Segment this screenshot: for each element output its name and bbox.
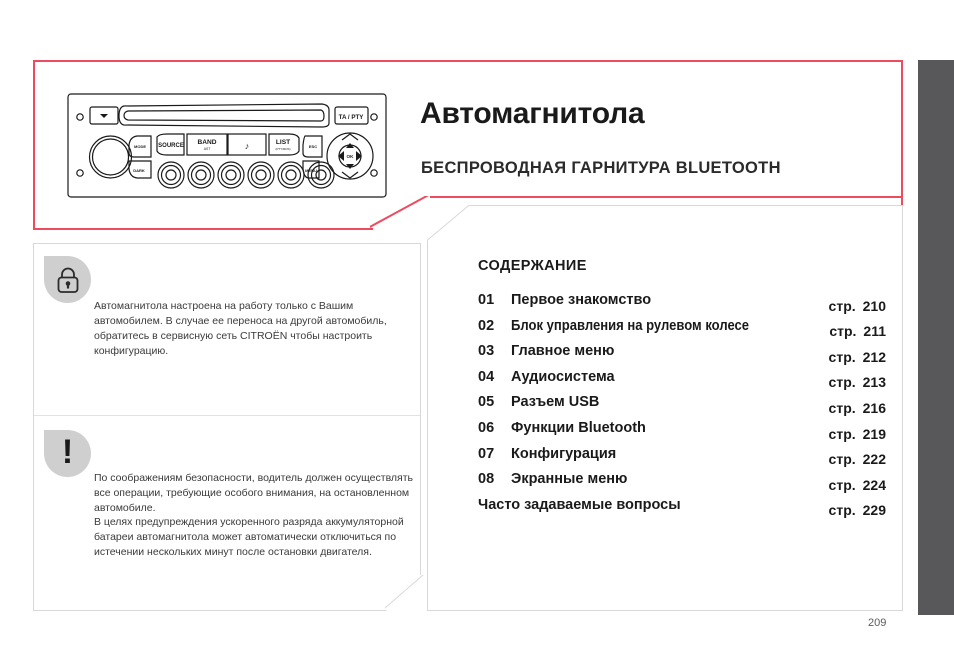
notes-divider (34, 415, 420, 416)
contents-item-label: Часто задаваемые вопросы (478, 496, 681, 513)
contents-page-number: 219 (862, 425, 886, 442)
contents-page-word: стр. (828, 348, 856, 365)
contents-item-page (829, 298, 886, 314)
svg-text:1: 1 (170, 174, 172, 178)
exclamation-icon (44, 430, 91, 477)
contents-item-number: 08 (478, 471, 495, 488)
contents-page-number: 224 (862, 476, 886, 493)
svg-text:DARK: DARK (133, 168, 145, 173)
svg-text:3: 3 (230, 174, 232, 178)
contents-item-label: Конфигурация (511, 445, 617, 462)
contents-page-word: стр. (828, 451, 856, 468)
contents-item[interactable] (478, 343, 888, 369)
contents-item[interactable] (478, 446, 888, 472)
contents-item-number: 05 (478, 394, 495, 411)
contents-page-word: стр. (828, 502, 856, 519)
svg-text:TA / PTY: TA / PTY (338, 114, 364, 121)
warning-note-text-1 (94, 471, 416, 516)
contents-item-page (829, 426, 886, 442)
contents-page-word: стр. (829, 323, 857, 340)
svg-text:OK: OK (346, 154, 354, 159)
svg-text:SOURCE: SOURCE (158, 143, 184, 149)
svg-text:BAND: BAND (197, 139, 217, 146)
contents-item-page (829, 477, 886, 493)
svg-text:ESC: ESC (308, 144, 318, 149)
car-radio-illustration (67, 93, 387, 198)
svg-text:MENU: MENU (305, 168, 317, 173)
contents-item-label: Блок управления на рулевом колесе (511, 317, 750, 334)
contents-item-label: Функции Bluetooth (511, 419, 646, 436)
svg-text:5: 5 (290, 174, 292, 178)
contents-item-page (829, 374, 886, 390)
padlock-icon (44, 256, 91, 303)
contents-page-word: стр. (828, 297, 856, 314)
contents-list (478, 292, 888, 522)
contents-page-word: стр. (828, 425, 856, 442)
contents-page-number: 213 (862, 374, 886, 391)
contents-page-word: стр. (828, 476, 856, 493)
contents-page-number: 222 (862, 451, 886, 468)
contents-page-number: 212 (862, 348, 886, 365)
contents-item-label: Аудиосистема (511, 368, 615, 385)
contents-item[interactable] (478, 292, 888, 318)
contents-heading: СОДЕРЖАНИЕ (478, 258, 587, 274)
warning-note-paragraph-2: В целях предупреждения ускоренного разряда аккумуляторной батареи автомагнитола может автоматически отключиться по истечении нескольких минут после остановки двигателя. (94, 516, 404, 558)
contents-page-number: 229 (862, 502, 886, 519)
svg-text:(PTY/RDS): (PTY/RDS) (275, 147, 291, 151)
svg-text:LIST: LIST (275, 139, 291, 146)
notes-panel-corner (385, 575, 427, 617)
header-border-diagonal (370, 196, 432, 230)
contents-item-page (829, 502, 886, 518)
contents-page-number: 210 (862, 297, 886, 314)
contents-item[interactable] (478, 497, 888, 523)
header-border-bottom-left (33, 228, 373, 230)
svg-text:2: 2 (200, 174, 202, 178)
contents-item[interactable] (478, 318, 888, 344)
contents-item-number: 06 (478, 419, 495, 436)
contents-item[interactable] (478, 394, 888, 420)
contents-item-number: 04 (478, 368, 495, 385)
svg-text:♪: ♪ (244, 141, 250, 151)
header-border-bottom-right (430, 196, 903, 198)
warning-note-text-2 (94, 515, 416, 560)
contents-item-page (829, 323, 886, 339)
svg-text:AST: AST (203, 147, 211, 151)
contents-page-number: 211 (863, 323, 886, 340)
contents-item[interactable] (478, 471, 888, 497)
svg-text:MODE: MODE (134, 144, 146, 149)
contents-item-label: Разъем USB (511, 394, 600, 411)
contents-item[interactable] (478, 369, 888, 395)
exclamation-mark: ! (61, 433, 74, 471)
warning-note-paragraph-1: По соображениям безопасности, водитель должен осуществлять все операции, требующие особого внимания, на остановленном автомобиле. (94, 472, 413, 514)
lock-note-text (94, 299, 416, 359)
page-number: 209 (868, 617, 887, 629)
contents-item-number: 02 (478, 317, 495, 334)
contents-item-page (829, 400, 886, 416)
page-subtitle: БЕСПРОВОДНАЯ ГАРНИТУРА BLUETOOTH (421, 159, 781, 177)
contents-item-number: 01 (478, 292, 495, 308)
lock-note-paragraph: Автомагнитола настроена на работу только с Вашим автомобилем. В случае ее переноса на другой автомобиль, обратитесь в сервисную сеть CITROËN чтобы настроить конфигурацию. (94, 300, 387, 357)
svg-text:6: 6 (320, 174, 322, 178)
contents-item-label: Первое знакомство (511, 292, 652, 308)
contents-item-number: 03 (478, 343, 495, 360)
contents-page-word: стр. (828, 399, 856, 416)
contents-item-label: Главное меню (511, 343, 615, 360)
contents-item[interactable] (478, 420, 888, 446)
contents-panel-corner (427, 205, 475, 247)
contents-item-page (829, 451, 886, 467)
contents-item-number: 07 (478, 445, 495, 462)
section-edge-tab (918, 60, 954, 615)
svg-text:4: 4 (260, 174, 262, 178)
contents-item-label: Экранные меню (511, 471, 628, 488)
contents-page-word: стр. (828, 374, 856, 391)
contents-page-number: 216 (862, 399, 886, 416)
contents-item-page (829, 349, 886, 365)
page-title: Автомагнитола (420, 97, 645, 130)
